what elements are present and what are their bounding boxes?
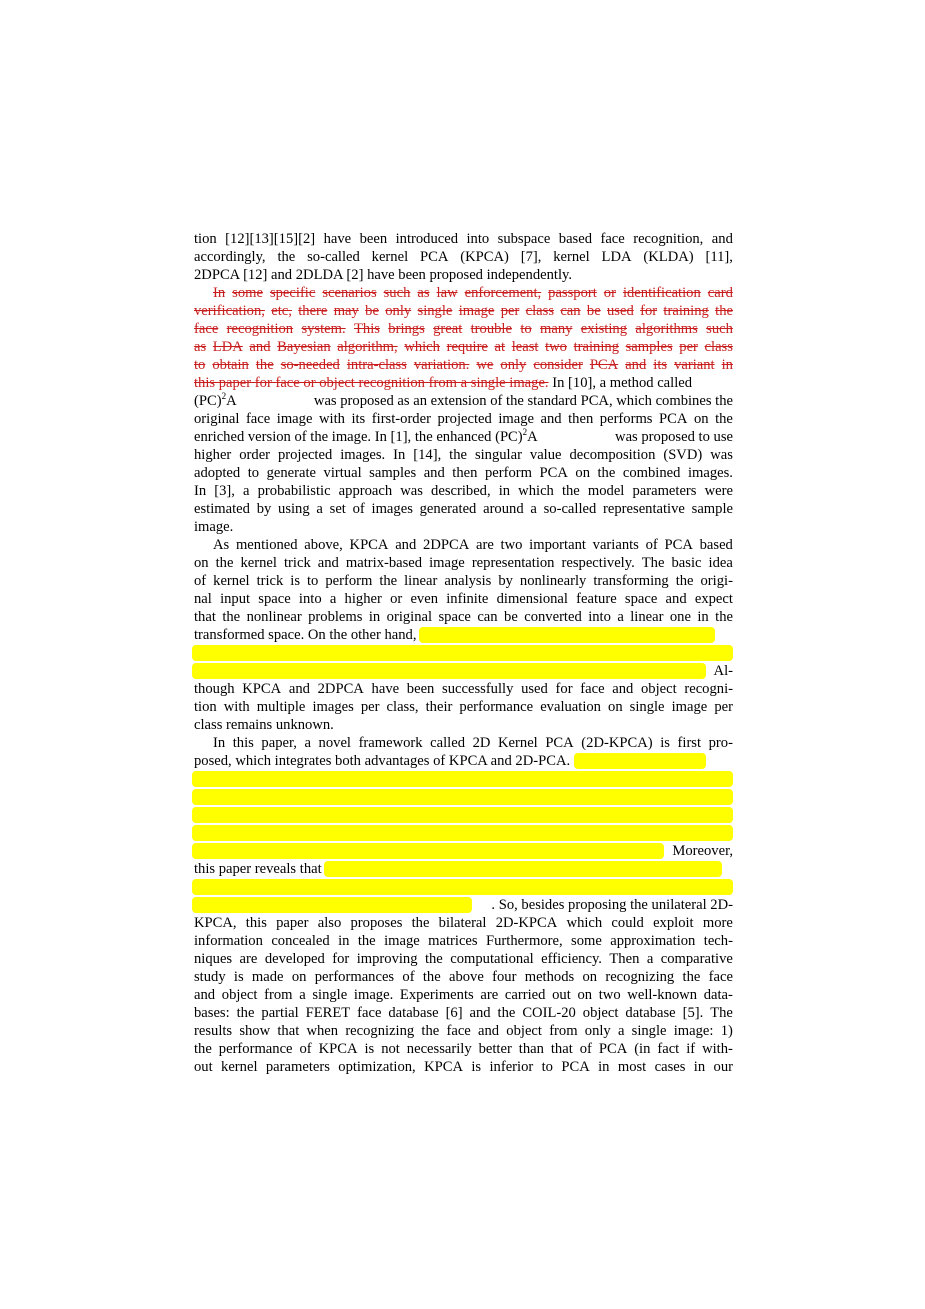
struck-text: this paper for face or object recognition from a single image.: [194, 375, 549, 391]
highlight-line: [194, 644, 733, 662]
line-text: was proposed to use: [611, 429, 733, 445]
struck-line: to obtain the so-needed intra-class variation. we only consider PCA and its variant in: [194, 357, 733, 373]
struck-line: as LDA and Bayesian algorithm, which require at least two training samples per class: [194, 339, 733, 355]
highlight-line: [194, 662, 733, 680]
paragraph-1: [194, 230, 733, 284]
highlight-redaction: [419, 627, 715, 643]
text-line: that the nonlinear problems in original space can be converted into a linear one in the: [194, 609, 733, 625]
text-line: tion with multiple images per class, their performance evaluation on single image per: [194, 699, 733, 715]
line-text: Moreover,: [672, 843, 733, 859]
text-line: In [3], a probabilistic approach was described, in which the model parameters were: [194, 483, 733, 499]
text-line: [194, 752, 733, 770]
line-text: . So, besides proposing the unilateral 2D-: [491, 897, 733, 913]
text-line: [194, 626, 733, 644]
text-line: of kernel trick is to perform the linear analysis by nonlinearly transforming the origi-: [194, 573, 733, 589]
line-text: transformed space. On the other hand,: [194, 627, 417, 643]
text-line: [194, 428, 733, 446]
highlight-redaction: [192, 897, 472, 913]
body-text: [194, 230, 733, 1076]
text-line: [194, 392, 733, 410]
text-line: In this paper, a novel framework called 2D Kernel PCA (2D-KPCA) is first pro-: [213, 735, 733, 751]
text-line: tion [12][13][15][2] have been introduced into subspace based face recognition, and: [194, 231, 733, 247]
highlight-redaction: [192, 771, 733, 787]
text-line: results show that when recognizing the face and object from only a single image: 1): [194, 1023, 733, 1039]
text-line: adopted to generate virtual samples and then perform PCA on the combined images.: [194, 465, 733, 481]
struck-line: In some specific scenarios such as law enforcement, passport or identification card: [213, 285, 733, 301]
paragraph-2: [194, 284, 733, 536]
struck-line: face recognition system. This brings great trouble to many existing algorithms such: [194, 321, 733, 337]
line-text: this paper reveals that: [194, 861, 322, 877]
highlight-line: [194, 878, 733, 896]
text-line: original face image with its first-order projected image and then performs PCA on the: [194, 411, 733, 427]
line-text: posed, which integrates both advantages of KPCA and 2D-PCA.: [194, 753, 571, 769]
highlight-redaction: [192, 645, 733, 661]
struck-line: verification, etc, there may be only single image per class can be used for training the: [194, 303, 733, 319]
highlight-redaction: [192, 789, 733, 805]
text-line: though KPCA and 2DPCA have been successfully used for face and object recogni-: [194, 681, 733, 697]
text-line: the performance of KPCA is not necessarily better than that of PCA (in fact if with-: [194, 1041, 733, 1057]
text-line: out kernel parameters optimization, KPCA is inferior to PCA in most cases in our: [194, 1059, 733, 1075]
text-line: and object from a single image. Experiments are carried out on two well-known data-: [194, 987, 733, 1003]
text-line: estimated by using a set of images generated around a so-called representative sample: [194, 501, 733, 517]
paragraph-3: [194, 536, 733, 734]
pc2a-term: (PC)$^2$A: [495, 427, 538, 445]
text-line: class remains unknown.: [194, 717, 334, 733]
text-line: [194, 896, 733, 914]
text-line: nal input space into a higher or even infinite dimensional feature space and expect: [194, 591, 733, 607]
highlight-redaction: [574, 753, 706, 769]
highlight-redaction: [192, 807, 733, 823]
text-line: 2DPCA [12] and 2DLDA [2] have been proposed independently.: [194, 267, 573, 283]
text-line: higher order projected images. In [14], the singular value decomposition (SVD) was: [194, 447, 733, 463]
highlight-redaction: [192, 825, 733, 841]
text-line: study is made on performances of the above four methods on recognizing the face: [194, 969, 733, 985]
text-line: [194, 374, 733, 392]
highlight-redaction: [192, 879, 733, 895]
text-line: information concealed in the image matrices Furthermore, some approximation tech-: [194, 933, 733, 949]
paragraph-4: [194, 734, 733, 1076]
text-line: niques are developed for improving the computational efficiency. Then a comparative: [194, 951, 733, 967]
text-line: image.: [194, 519, 234, 535]
line-text: enriched version of the image. In [1], the enhanced: [194, 429, 496, 445]
text-line: on the kernel trick and matrix-based image representation respectively. The basic idea: [194, 555, 733, 571]
text-line: KPCA, this paper also proposes the bilateral 2D-KPCA which could exploit more: [194, 915, 733, 931]
line-text: Al-: [713, 663, 733, 679]
highlight-line: [194, 806, 733, 824]
line-text: was proposed as an extension of the standard PCA, which combines the: [310, 393, 733, 409]
highlight-redaction: [324, 861, 722, 877]
highlight-redaction: [192, 843, 664, 859]
highlight-line: [194, 842, 733, 860]
highlight-line: [194, 770, 733, 788]
pc2a-term: (PC)$^2$A: [194, 391, 237, 409]
text-line: accordingly, the so-called kernel PCA (KPCA) [7], kernel LDA (KLDA) [11],: [194, 249, 733, 265]
highlight-line: [194, 824, 733, 842]
text-line: [194, 860, 733, 878]
line-text: In [10], a method called: [548, 375, 693, 391]
highlight-line: [194, 788, 733, 806]
text-line: As mentioned above, KPCA and 2DPCA are two important variants of PCA based: [213, 537, 733, 553]
text-line: bases: the partial FERET face database [6] and the COIL-20 object database [5]. The: [194, 1005, 733, 1021]
highlight-redaction: [192, 663, 706, 679]
